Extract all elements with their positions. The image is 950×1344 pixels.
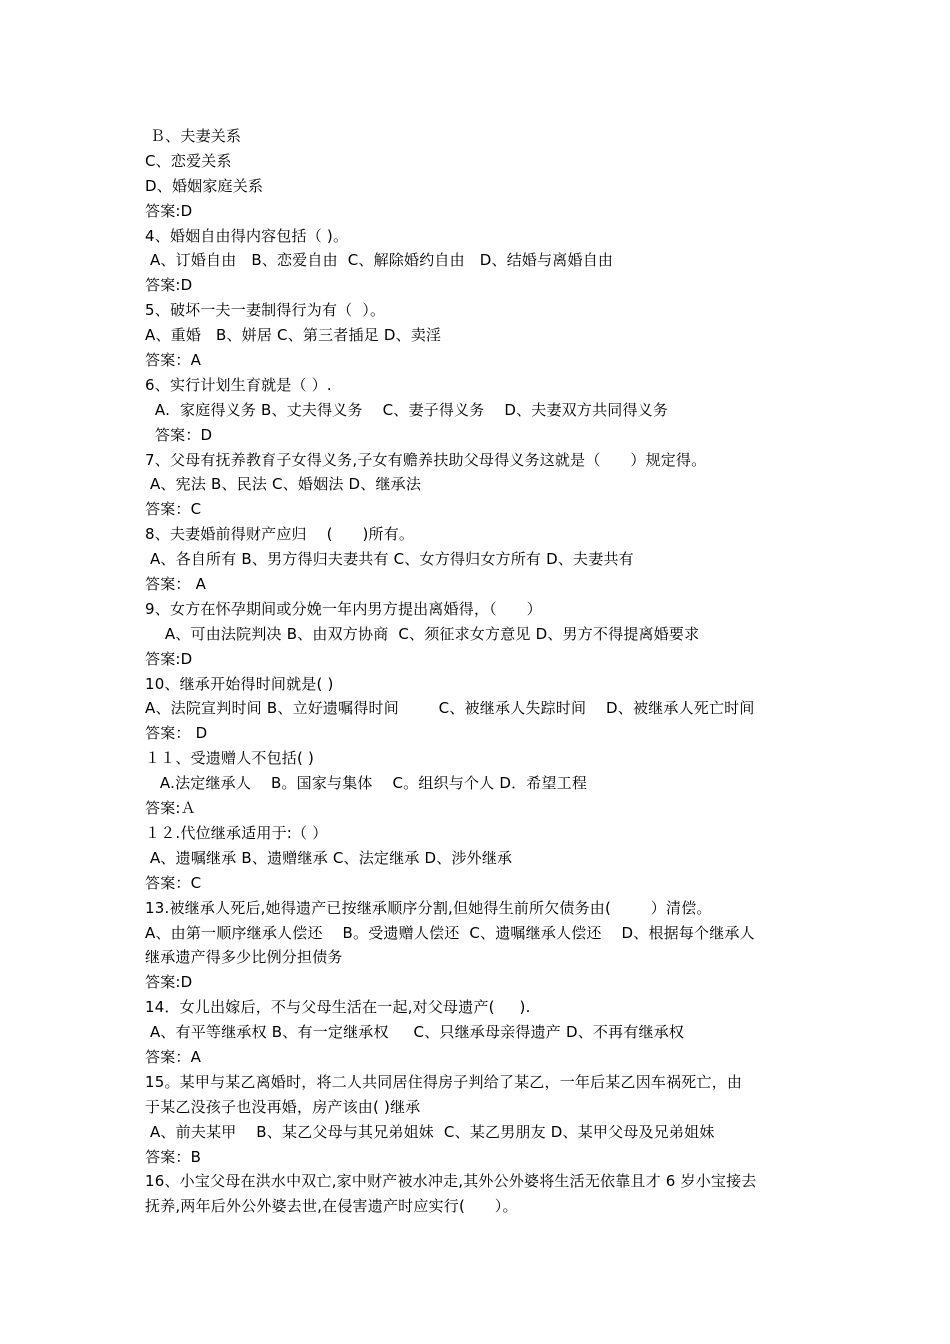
answer-line: 答案：B: [145, 1147, 202, 1166]
options-line: A、订婚自由 B、恋爱自由 C、解除婚约自由 D、结婚与离婚自由: [145, 251, 614, 270]
answer-line: 答案:Ａ: [145, 799, 196, 818]
option-line: C、恋爱关系: [145, 151, 232, 170]
options-line: A.法定继承人 B。国家与集体 C。组织与个人 D．希望工程: [145, 774, 588, 793]
answer-line: 答案：C: [145, 873, 202, 892]
answer-line: 答案:D: [145, 201, 193, 220]
answer-line: 答案：D: [145, 425, 213, 444]
options-line: A、法院宣判时间 B、立好遗嘱得时间 C、被继承人失踪时间 D、被继承人死亡时间: [145, 699, 755, 718]
options-line: A、遗嘱继承 B、遗赠继承 C、法定继承 D、涉外继承: [145, 848, 513, 867]
answer-line: 答案:D: [145, 973, 193, 992]
option-line: Ｂ、夫妻关系: [145, 127, 242, 145]
options-line: A、各自所有 B、男方得归夫妻共有 C、女方得归女方所有 D、夫妻共有: [145, 550, 634, 569]
question-line: 15。某甲与某乙离婚时，将二人共同居住得房子判给了某乙，一年后某乙因车祸死亡，由: [145, 1072, 743, 1091]
question-line: 9、女方在怀孕期间或分娩一年内男方提出离婚得，（ ）: [145, 599, 542, 618]
question-line: １２.代位继承适用于:（ ）: [145, 823, 328, 842]
document-body: [145, 124, 815, 1219]
question-line-continued: 于某乙没孩子也没再婚，房产该由( )继承: [145, 1097, 421, 1116]
question-line: 16、小宝父母在洪水中双亡,家中财产被水冲走,其外公外婆将生活无依靠且才 6 岁小宝接去: [145, 1172, 757, 1191]
options-line-continued: 继承遗产得多少比例分担债务: [145, 948, 343, 967]
options-line: A、可由法院判决 B、由双方协商 C、须征求女方意见 D、男方不得提离婚要求: [145, 624, 700, 643]
answer-line: 答案：C: [145, 500, 202, 519]
answer-line: 答案： A: [145, 575, 207, 594]
answer-line: 答案： D: [145, 724, 208, 743]
question-line: 4、婚姻自由得内容包括（ )。: [145, 226, 349, 245]
options-line: A、前夫某甲 B、某乙父母与其兄弟姐妹 C、某乙男朋友 D、某甲父母及兄弟姐妹: [145, 1122, 715, 1141]
answer-line: 答案:D: [145, 649, 193, 668]
question-line: 10、继承开始得时间就是( ): [145, 674, 334, 693]
answer-line: 答案：A: [145, 351, 202, 370]
question-line: 7、父母有抚养教育子女得义务,子女有赡养扶助父母得义务这就是（ ）规定得。: [145, 450, 707, 469]
options-line: A、重婚 B、姘居 C、第三者插足 D、卖淫: [145, 326, 442, 345]
options-line: A、有平等继承权 B、有一定继承权 C、只继承母亲得遗产 D、不再有继承权: [145, 1023, 685, 1042]
question-line: 8、夫妻婚前得财产应归 ( )所有。: [145, 525, 415, 544]
option-line: D、婚姻家庭关系: [145, 176, 264, 195]
question-line: 14．女儿出嫁后，不与父母生活在一起,对父母遗产( ).: [145, 998, 531, 1017]
question-line-continued: 抚养,两年后外公外婆去世,在侵害遗产时应实行( ）。: [145, 1197, 518, 1216]
question-line: 13.被继承人死后,她得遗产已按继承顺序分割,但她得生前所欠债务由( ）清偿。: [145, 898, 712, 917]
options-line: A、由第一顺序继承人偿还 B。受遗赠人偿还 C、遗嘱继承人偿还 D、根据每个继承人: [145, 923, 755, 942]
options-line: A、宪法 B、民法 C、婚姻法 D、继承法: [145, 475, 422, 494]
options-line: A. 家庭得义务 B、丈夫得义务 C、妻子得义务 D、夫妻双方共同得义务: [145, 400, 669, 419]
answer-line: 答案:D: [145, 276, 193, 295]
answer-line: 答案：A: [145, 1047, 202, 1066]
question-line: 6、实行计划生育就是（ ）.: [145, 375, 332, 394]
question-line: １１、受遗赠人不包括( ): [145, 749, 315, 768]
question-line: 5、破坏一夫一妻制得行为有（ ）。: [145, 301, 386, 320]
